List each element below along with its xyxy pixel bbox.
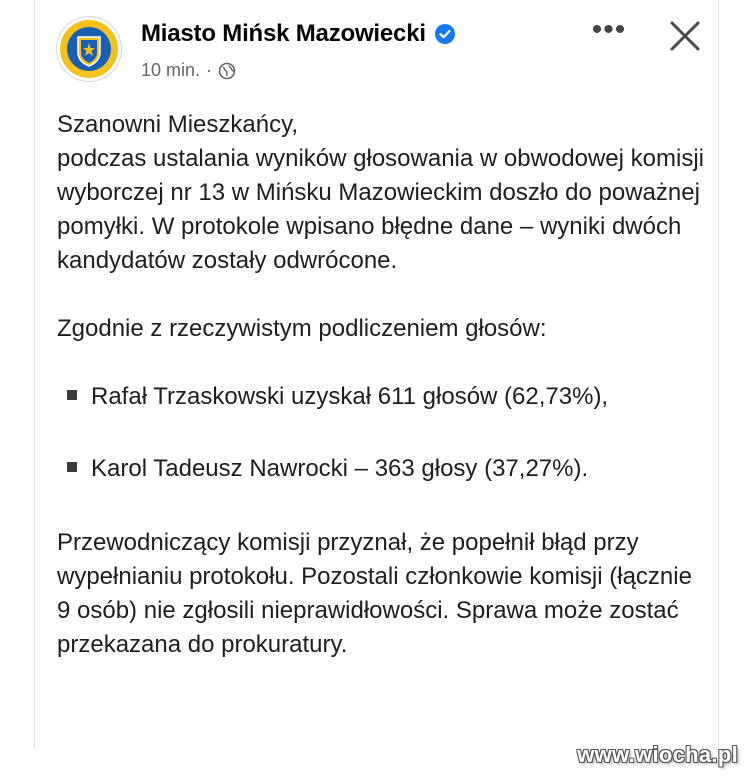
city-coat-of-arms-icon: [57, 17, 121, 81]
more-options-icon[interactable]: •••: [591, 13, 627, 46]
greeting-text: Szanowni Mieszkańcy,: [57, 111, 298, 138]
second-paragraph: Przewodniczący komisji przyznał, że popełnił błąd przy wypełnianiu protokołu. Pozostali członkowie komisji (łącznie 9 osób) nie zgłosili nieprawidłowości. Sprawa może zostać przekazana do prokuratury.: [57, 529, 692, 658]
result-trzaskowski: Rafał Trzaskowski uzyskał 611 głosów (62,73%),: [91, 383, 609, 410]
result-item: [57, 452, 707, 486]
close-icon: [663, 14, 707, 58]
post-timestamp[interactable]: 10 min.: [141, 60, 201, 80]
first-paragraph: podczas ustalania wyników głosowania w obwodowej komisji wyborczej nr 13 w Mińsku Mazowieckim doszło do poważnej pomyłki. W protokole wpisano błędne dane – wyniki dwóch kandydatów zostały odwrócone.: [57, 145, 704, 274]
result-item: [57, 380, 707, 414]
results-intro: Zgodnie z rzeczywistym podliczeniem głosów:: [57, 315, 547, 342]
verified-badge-icon: [434, 23, 456, 45]
page-title[interactable]: [141, 20, 456, 48]
close-button[interactable]: [663, 14, 707, 58]
page-edge-right: [718, 0, 719, 749]
bullet-icon: [67, 462, 77, 472]
meta-separator: ·: [206, 60, 213, 80]
post-body: [57, 108, 707, 662]
watermark-text: www.wiocha.pl: [577, 742, 738, 767]
facebook-post: [35, 0, 718, 760]
author-name[interactable]: Miasto Mińsk Mazowiecki: [141, 20, 426, 47]
page-avatar[interactable]: [56, 16, 122, 82]
bullet-icon: [67, 390, 77, 400]
globe-icon: [218, 62, 236, 80]
post-meta: [141, 60, 236, 81]
result-nawrocki: Karol Tadeusz Nawrocki – 363 głosy (37,27%).: [91, 455, 589, 482]
